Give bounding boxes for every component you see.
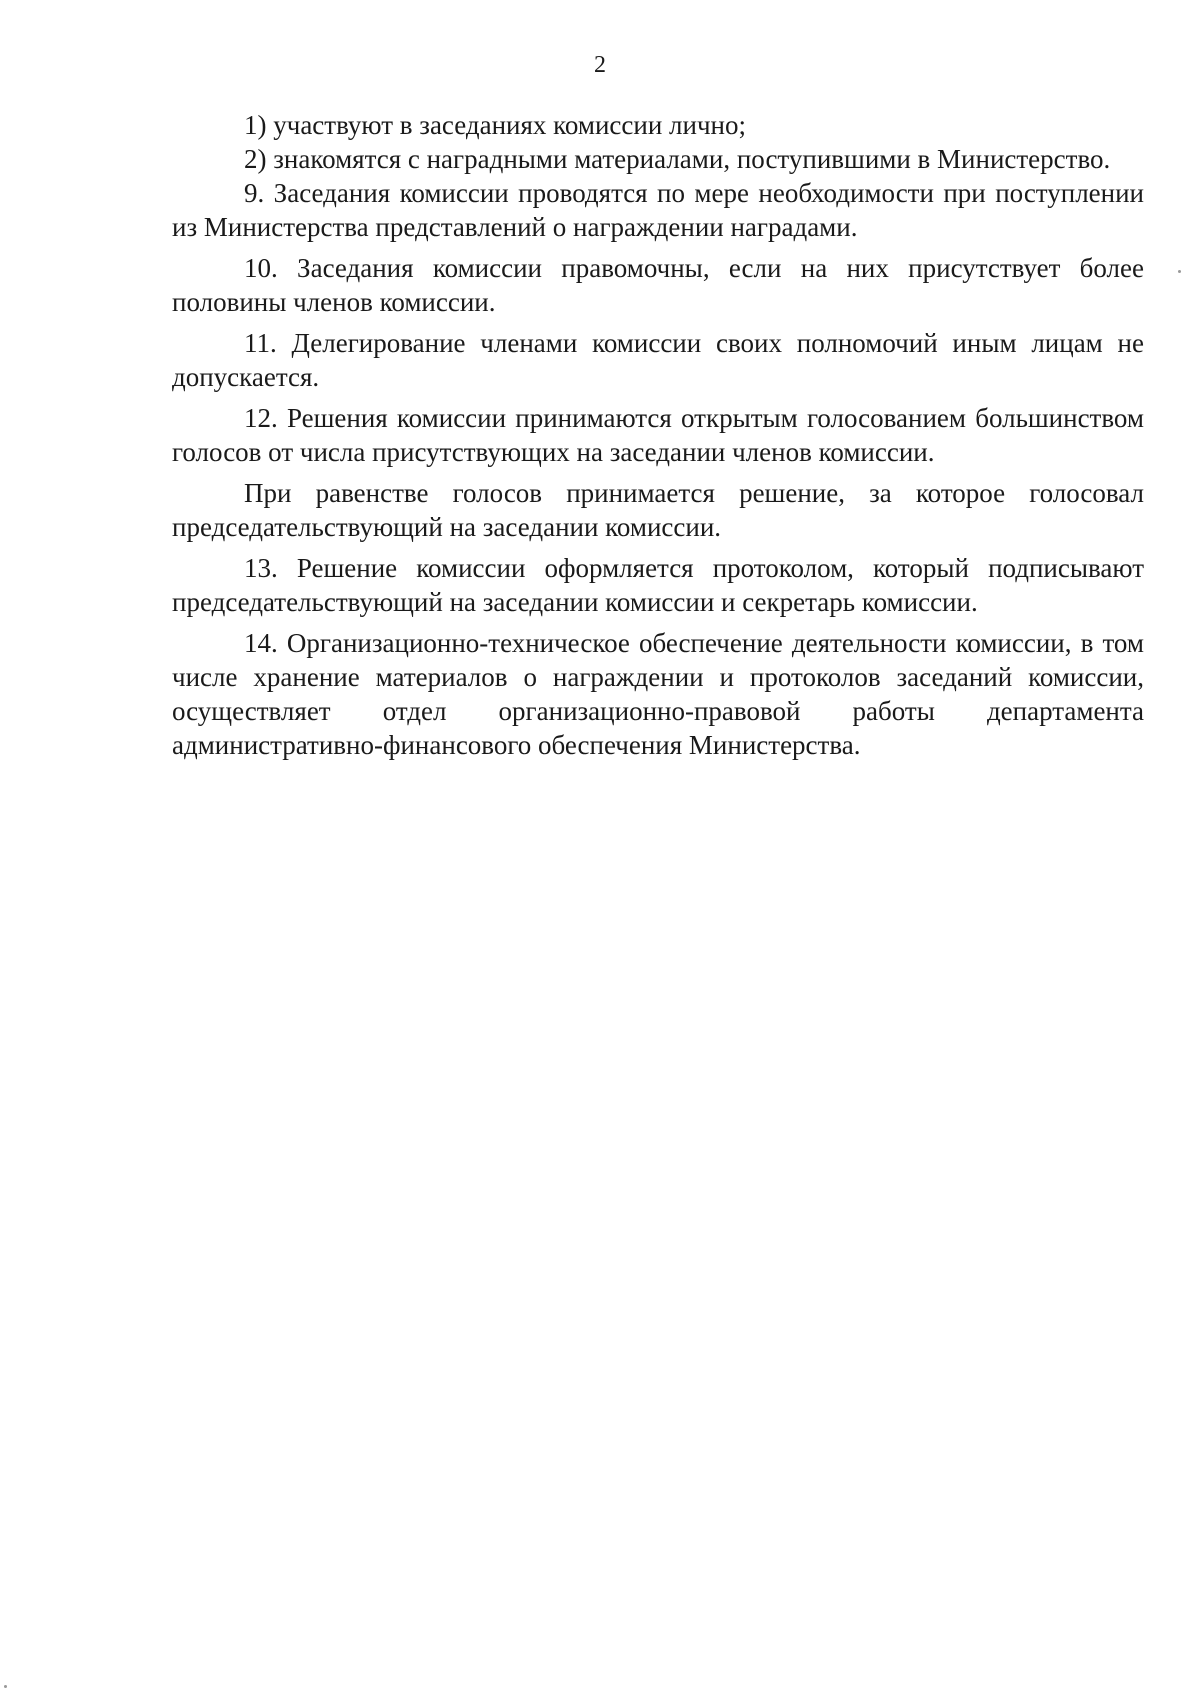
paragraph-10: 10. Заседания комиссии правомочны, если на них присутствует более половины членов комиссии. bbox=[172, 253, 1144, 317]
paragraph-item-2: 2) знакомятся с наградными материалами, поступившими в Министерство. bbox=[244, 144, 1111, 174]
document-body bbox=[172, 108, 1144, 762]
paragraph-11: 11. Делегирование членами комиссии своих полномочий иным лицам не допускается. bbox=[172, 328, 1144, 392]
page-number: 2 bbox=[594, 52, 606, 78]
scan-speck bbox=[4, 1685, 7, 1688]
paragraph-14: 14. Организационно-техническое обеспечение деятельности комиссии, в том числе хранение материалов о награждении и протоколов заседаний комиссии, осуществляет отдел организационно-правовой работы департамента административно-финансового обеспечения Министерства. bbox=[172, 628, 1144, 760]
paragraph-item-1: 1) участвуют в заседаниях комиссии лично; bbox=[244, 110, 746, 140]
paragraph-9: 9. Заседания комиссии проводятся по мере необходимости при поступлении из Министерства представлений о награждении наградами. bbox=[172, 178, 1144, 242]
scan-speck bbox=[1178, 270, 1181, 273]
paragraph-12: 12. Решения комиссии принимаются открытым голосованием большинством голосов от числа присутствующих на заседании членов комиссии. bbox=[172, 403, 1144, 467]
paragraph-12-tie-rule: При равенстве голосов принимается решение, за которое голосовал председательствующий на заседании комиссии. bbox=[172, 478, 1144, 542]
paragraph-13: 13. Решение комиссии оформляется протоколом, который подписывают председательствующий на заседании комиссии и секретарь комиссии. bbox=[172, 553, 1144, 617]
